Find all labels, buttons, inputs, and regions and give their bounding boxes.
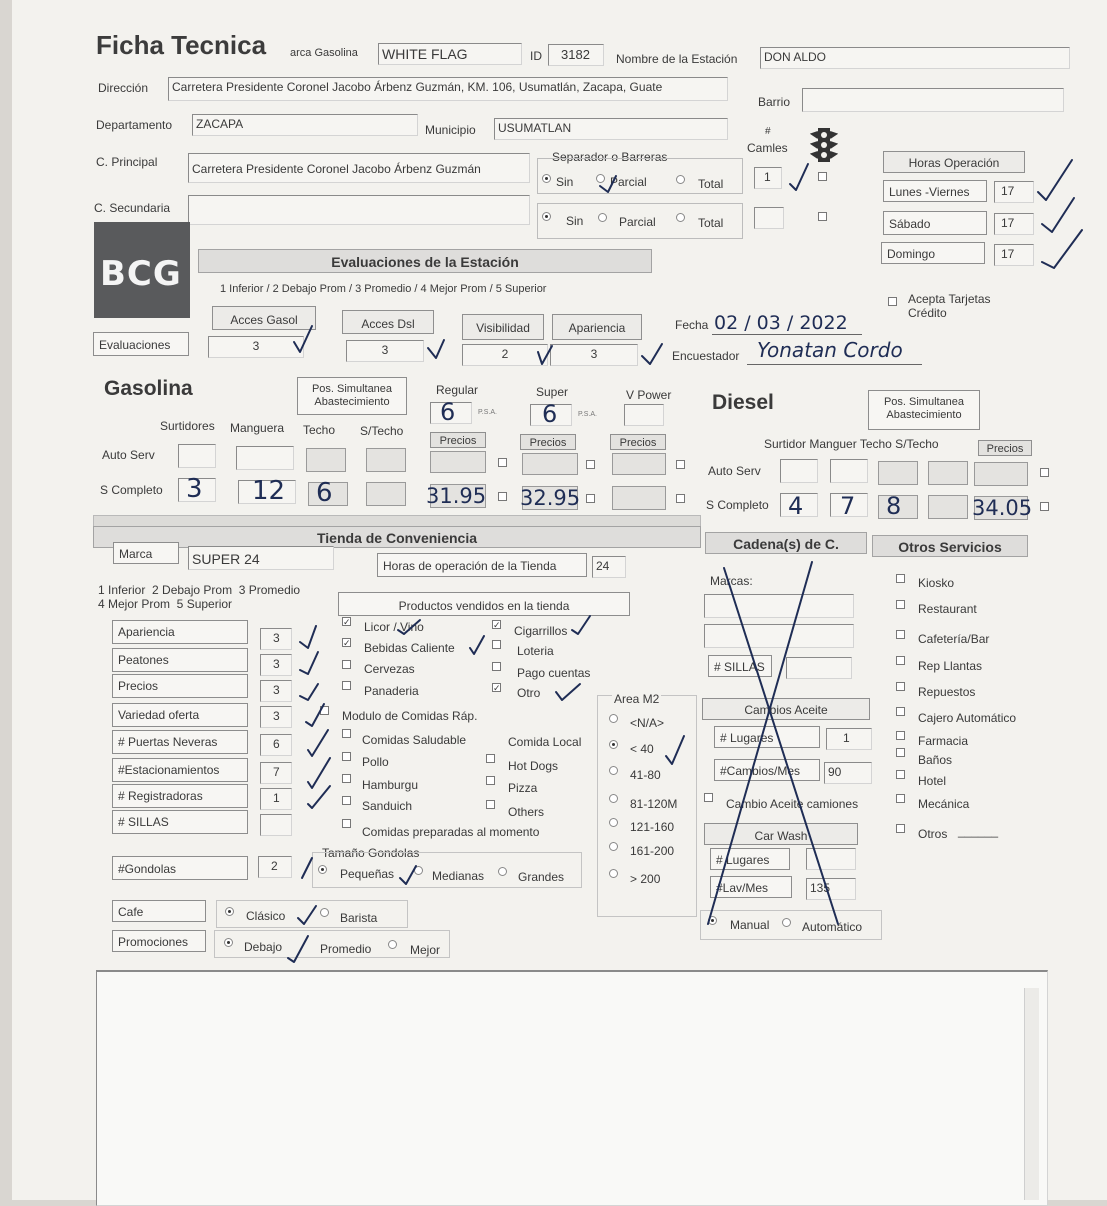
rep-llantas-label: Rep Llantas <box>918 659 983 673</box>
marca-field[interactable]: WHITE FLAG <box>378 43 522 65</box>
cadena-header: Cadena(s) de C. <box>705 532 867 554</box>
evaluaciones-header: Evaluaciones de la Estación <box>198 249 652 273</box>
rating-label-estacionamientos: #Estacionamientos <box>112 758 248 782</box>
domingo-hours-field[interactable]: 17 <box>994 244 1034 266</box>
promociones-label: Promociones <box>112 930 206 952</box>
visibilidad-header: Visibilidad <box>462 314 544 340</box>
principal-label: C. Principal <box>96 155 158 169</box>
mecanica-label: Mecánica <box>918 797 970 811</box>
automatico-label: Automático <box>802 920 863 934</box>
form-sheet <box>12 0 1107 1200</box>
rating-label-sillas: # SILLAS <box>112 810 248 834</box>
licor-label: Licor / Vino <box>364 620 424 634</box>
separador1-parcial-label: Parcial <box>610 175 647 189</box>
acces-dsl-field[interactable]: 3 <box>346 340 424 362</box>
camiones-label: Camles <box>747 141 788 155</box>
rating-label-apariencia: Apariencia <box>112 620 248 644</box>
separador2-total-label: Total <box>698 216 724 230</box>
diesel-sc-precio-value: 34.05 <box>972 496 1033 520</box>
pago-label: Pago cuentas <box>517 666 591 680</box>
tienda-scale: 1 Inferior 2 Debajo Prom 3 Promedio 4 Mejor Prom 5 Superior <box>98 583 301 611</box>
acces-gasol-header: Acces Gasol <box>212 306 316 330</box>
manual-label: Manual <box>730 918 770 932</box>
municipio-label: Municipio <box>425 123 476 137</box>
gas-sc-precio-regular-value: 31.95 <box>426 484 487 508</box>
area-label: Area M2 <box>614 692 660 706</box>
gondolas-field[interactable]: 2 <box>258 856 292 878</box>
tienda-header: Tienda de Conveniencia <box>93 526 701 548</box>
psa-label-2: P.S.A. <box>578 411 597 418</box>
kiosko-label: Kiosko <box>918 576 955 590</box>
area-120-label: 81-120M <box>630 797 678 811</box>
cambios-aceite-header: Cambios Aceite <box>702 698 870 720</box>
diesel-s-completo-label: S Completo <box>706 498 769 512</box>
rating-value-estacionamientos[interactable]: 7 <box>260 762 292 784</box>
aceite-camiones-label: Cambio Aceite camiones <box>726 797 859 811</box>
departamento-label: Departamento <box>96 118 173 132</box>
separador2-parcial-label: Parcial <box>619 215 656 229</box>
domingo-label-box: Domingo <box>881 242 985 264</box>
rating-value-precios[interactable]: 3 <box>260 680 292 702</box>
modulo-label: Modulo de Comidas Ráp. <box>342 709 478 723</box>
barrio-label: Barrio <box>758 95 791 109</box>
repuestos-label: Repuestos <box>918 685 976 699</box>
rating-value-variedad[interactable]: 3 <box>260 706 292 728</box>
vpower-label: V Power <box>626 388 672 402</box>
gas-auto-serv-label: Auto Serv <box>102 448 155 462</box>
lav-mes-field[interactable]: 135 <box>806 878 856 900</box>
gondolas-label: #Gondolas <box>112 856 248 880</box>
preparadas-label: Comidas preparadas al momento <box>362 825 540 839</box>
debajo-label: Debajo <box>244 940 283 954</box>
gas-s-completo-label: S Completo <box>100 483 163 497</box>
area-over-200-label: > 200 <box>630 872 661 886</box>
grandes-label: Grandes <box>518 870 565 884</box>
area-80-label: 41-80 <box>630 768 661 782</box>
gas-sc-manguera-value: 12 <box>252 476 286 506</box>
gas-sc-surtidores-value: 3 <box>186 474 203 504</box>
rating-label-variedad: Variedad oferta <box>112 703 248 727</box>
bebidas-label: Bebidas Caliente <box>364 641 455 655</box>
col-surtidores: Surtidores <box>160 419 215 433</box>
gas-sc-precio-super-value: 32.95 <box>520 486 581 510</box>
secundaria-label: C. Secundaria <box>94 201 171 215</box>
principal-field[interactable]: Carretera Presidente Coronel Jacobo Árbenz Guzmán <box>188 153 530 183</box>
cigarrillos-label: Cigarrillos <box>514 624 568 638</box>
hotel-label: Hotel <box>918 774 947 788</box>
lav-mes-label: #Lav/Mes <box>710 876 792 898</box>
rating-label-registradoras: # Registradoras <box>112 784 248 808</box>
evaluaciones-scale: 1 Inferior / 2 Debajo Prom / 3 Promedio / 4 Mejor Prom / 5 Superior <box>220 283 547 295</box>
diesel-auto-serv-label: Auto Serv <box>708 464 761 478</box>
clasico-label: Clásico <box>246 909 286 923</box>
diesel-sc-techo-value: 8 <box>886 492 902 520</box>
pizza-label: Pizza <box>508 781 538 795</box>
promedio-label: Promedio <box>320 942 372 956</box>
area-160-label: 121-160 <box>630 820 675 834</box>
direccion-field[interactable]: Carretera Presidente Coronel Jacobo Árbenz Guzmán, KM. 106, Usumatlán, Zacapa, Guate <box>168 77 728 101</box>
tienda-marca-label: Marca <box>113 542 179 564</box>
barista-label: Barista <box>340 911 378 925</box>
others-label: Others <box>508 805 545 819</box>
precios-header-3: Precios <box>610 434 666 450</box>
camiones-hash: # <box>765 126 771 137</box>
productos-header: Productos vendidos en la tienda <box>338 592 630 616</box>
precios-header-2: Precios <box>520 434 576 450</box>
cambios-mes-label: #Cambios/Mes <box>714 759 820 781</box>
separador1-sin-label: Sin <box>556 175 574 189</box>
tamano-label: Tamaño Gondolas <box>322 846 420 860</box>
id-label: ID <box>530 49 542 63</box>
regular-pos-value: 6 <box>440 398 456 426</box>
medianas-label: Medianas <box>432 869 485 883</box>
farmacia-label: Farmacia <box>918 734 969 748</box>
panaderia-label: Panaderia <box>364 684 419 698</box>
id-field[interactable]: 3182 <box>548 44 604 66</box>
cervezas-label: Cervezas <box>364 662 415 676</box>
sabado-hours-field[interactable]: 17 <box>994 213 1034 235</box>
regular-label: Regular <box>436 383 479 397</box>
cw-lugares-label: # Lugares <box>710 848 790 870</box>
car-wash-header: Car Wash <box>704 823 858 845</box>
otros-line: ______ <box>958 824 999 838</box>
page-title: Ficha Tecnica <box>96 30 267 60</box>
saludable-label: Comidas Saludable <box>362 733 467 747</box>
encuestador-value[interactable]: Yonatan Cordo <box>757 338 903 362</box>
psa-label-1: P.S.A. <box>478 409 497 416</box>
super-pos-value: 6 <box>542 400 558 428</box>
acces-gasol-field[interactable]: 3 <box>208 336 304 358</box>
col-stecho: S/Techo <box>360 424 404 438</box>
loteria-label: Loteria <box>517 644 554 658</box>
rating-label-precios: Precios <box>112 674 248 698</box>
direccion-label: Dirección <box>98 81 149 95</box>
diesel-sc-manguer-value: 7 <box>840 492 856 520</box>
marca-label: arca Gasolina <box>290 47 358 59</box>
lunes-hours-field[interactable]: 17 <box>994 181 1034 203</box>
rating-value-peatones[interactable]: 3 <box>260 654 292 676</box>
cafeteria-label: Cafetería/Bar <box>918 632 990 646</box>
cigarrillos-checkbox[interactable]: ✓ <box>493 620 501 630</box>
otros-label: Otros <box>918 827 948 841</box>
hamburgu-label: Hamburgu <box>362 778 419 792</box>
separador-label: Separador o Barreras <box>552 150 668 164</box>
cambios-mes-field[interactable]: 90 <box>824 762 872 784</box>
fecha-value[interactable]: 02 / 03 / 2022 <box>714 312 848 334</box>
encuestador-label: Encuestador <box>672 349 740 363</box>
mejor-label: Mejor <box>410 943 441 957</box>
lunes-label-box: Lunes -Viernes <box>883 180 987 202</box>
cajero-label: Cajero Automático <box>918 711 1017 725</box>
rating-value-puertas[interactable]: 6 <box>260 734 292 756</box>
cafe-label: Cafe <box>112 900 206 922</box>
gas-sc-techo-value: 6 <box>316 478 333 508</box>
separador1-total-label: Total <box>698 177 724 191</box>
diesel-title: Diesel <box>712 391 774 414</box>
precios-header-1: Precios <box>430 432 486 448</box>
fecha-label: Fecha <box>675 318 709 332</box>
banos-label: Baños <box>918 753 953 767</box>
separador2-sin-label: Sin <box>566 214 584 228</box>
lugares-field[interactable]: 1 <box>826 728 872 750</box>
diesel-precios-header: Precios <box>978 440 1032 456</box>
tienda-horas-label: Horas de operación de la Tienda <box>377 553 587 577</box>
otro-checkbox[interactable]: ✓ <box>493 683 501 693</box>
station-name-field[interactable]: DON ALDO <box>760 47 1070 69</box>
area-na-label: <N/A> <box>630 716 665 730</box>
cadena-sillas-label: # SILLAS <box>708 655 772 677</box>
rating-label-puertas: # Puertas Neveras <box>112 730 248 754</box>
gasolina-title: Gasolina <box>104 377 193 400</box>
pollo-label: Pollo <box>362 755 389 769</box>
evaluaciones-row-label: Evaluaciones <box>93 332 189 356</box>
diesel-cols: Surtidor Manguer Techo S/Techo <box>764 437 939 451</box>
hotdogs-label: Hot Dogs <box>508 759 559 773</box>
tarjetas-label: Acepta Tarjetas Crédito <box>908 292 991 321</box>
camiones-field[interactable]: 1 <box>754 167 782 189</box>
municipio-field[interactable]: USUMATLAN <box>494 118 728 140</box>
super-label: Super <box>536 385 569 399</box>
area-40-label: < 40 <box>630 742 654 756</box>
bebidas-checkbox[interactable]: ✓ <box>343 638 351 648</box>
sabado-label-box: Sábado <box>883 211 987 235</box>
col-manguera: Manguera <box>230 421 285 435</box>
pequenas-label: Pequeñas <box>340 867 395 881</box>
otro-label: Otro <box>517 686 541 700</box>
otros-servicios-header: Otros Servicios <box>872 535 1028 557</box>
horas-operacion-title: Horas Operación <box>883 151 1025 173</box>
marcas-label: Marcas: <box>710 574 753 588</box>
area-200-label: 161-200 <box>630 844 675 858</box>
comida-local-label: Comida Local <box>508 735 582 749</box>
diesel-sc-surtidor-value: 4 <box>788 492 804 520</box>
bcg-logo-text: BCG <box>100 254 182 294</box>
apariencia-header: Apariencia <box>552 314 642 340</box>
rating-label-peatones: Peatones <box>112 648 248 672</box>
visibilidad-field[interactable]: 2 <box>462 344 548 366</box>
apariencia-field[interactable]: 3 <box>550 344 638 366</box>
rating-value-apariencia[interactable]: 3 <box>260 628 292 650</box>
sanduich-label: Sanduich <box>362 799 413 813</box>
restaurant-label: Restaurant <box>918 602 977 616</box>
tienda-horas-field[interactable]: 24 <box>592 556 626 578</box>
departamento-field[interactable]: ZACAPA <box>192 114 418 136</box>
licor-checkbox[interactable]: ✓ <box>343 617 351 627</box>
acces-dsl-header: Acces Dsl <box>342 310 434 334</box>
diesel-pos-box: Pos. Simultanea Abastecimiento <box>868 390 980 430</box>
lugares-label: # Lugares <box>714 726 820 748</box>
rating-value-registradoras[interactable]: 1 <box>260 788 292 810</box>
gasolina-pos-box: Pos. Simultanea Abastecimiento <box>297 377 407 415</box>
col-techo: Techo <box>303 423 336 437</box>
station-name-label: Nombre de la Estación <box>616 52 738 66</box>
handwritten-marks <box>12 0 1107 1200</box>
tienda-marca-field[interactable]: SUPER 24 <box>188 546 334 570</box>
